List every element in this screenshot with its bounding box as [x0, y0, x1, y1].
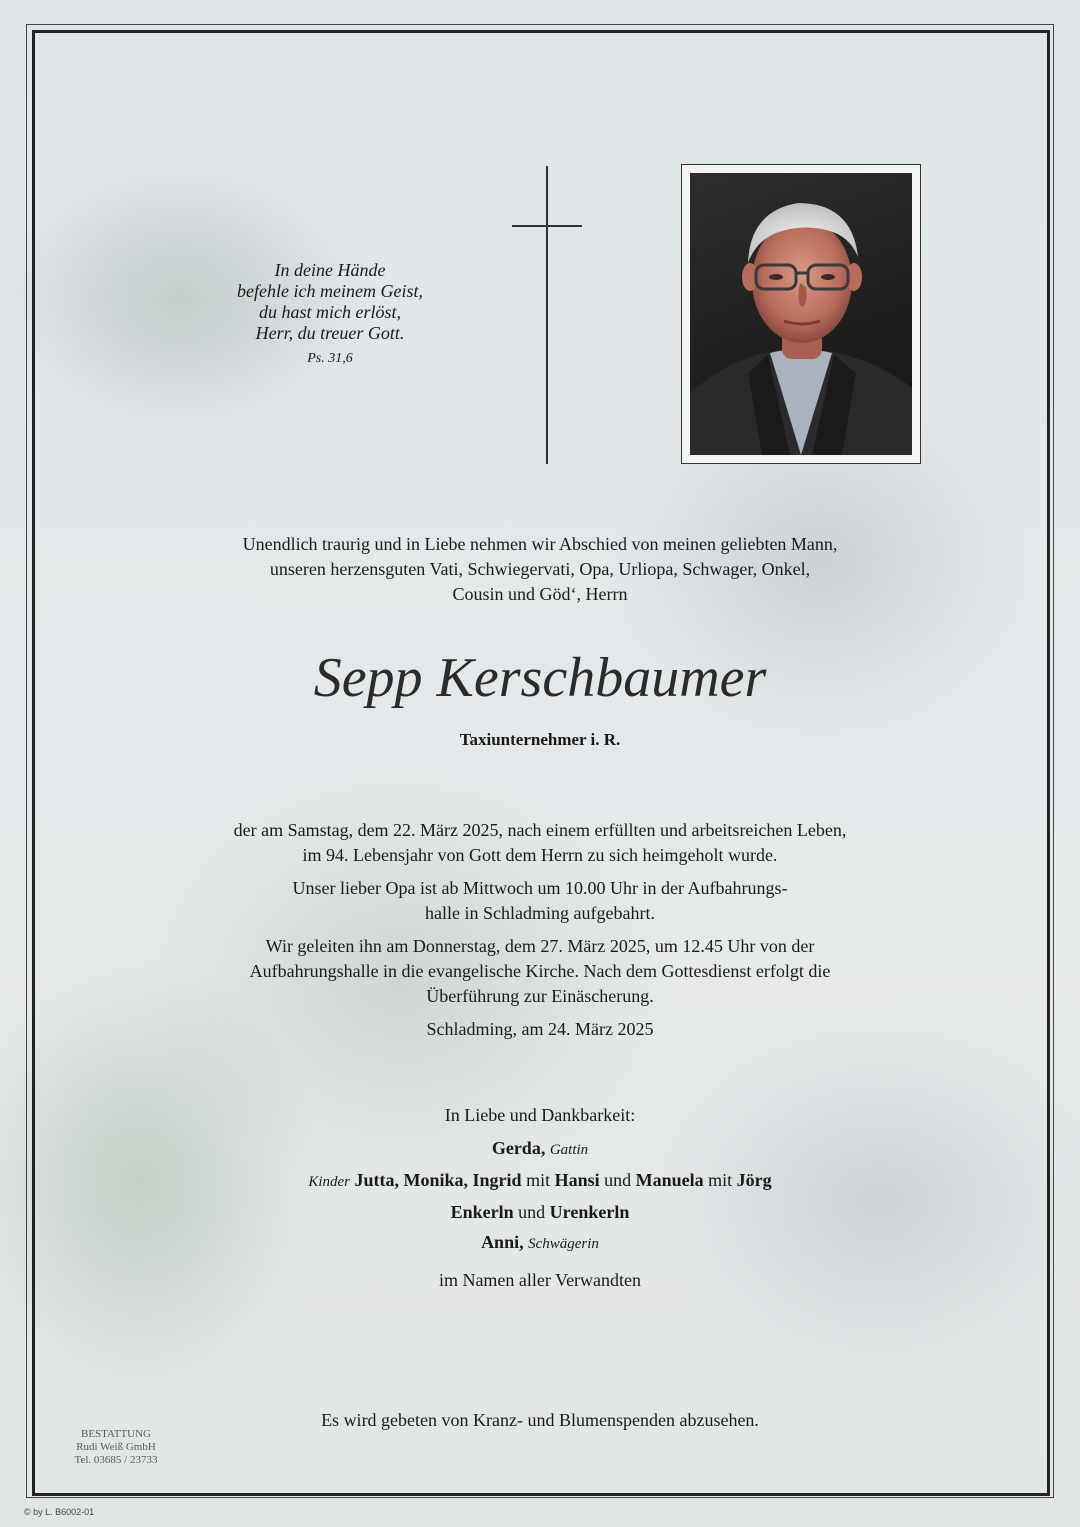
funeral-paragraph [130, 934, 950, 1009]
intro-text [120, 532, 960, 607]
children-prefix: Kinder [308, 1174, 351, 1190]
child-name: Ingrid [472, 1170, 522, 1190]
spouse-role: Gattin [549, 1142, 589, 1158]
funeral-home-stamp [56, 1428, 176, 1467]
viewing-line: halle in Schladming aufgebahrt. [425, 903, 655, 923]
intro-line: Unendlich traurig und in Liebe nehmen wir Abschied von meinen geliebten Mann, [242, 534, 838, 554]
all-relatives: im Namen aller Verwandten [438, 1270, 642, 1290]
viewing-line: Unser lieber Opa ist ab Mittwoch um 10.00 Uhr in der Aufbahrungs- [292, 878, 788, 898]
stamp-line: Tel. 03685 / 23733 [74, 1454, 158, 1466]
mourner-sister-in-law [140, 1227, 940, 1259]
spouse-name: Gerda, [491, 1138, 546, 1158]
funeral-line: Aufbahrungshalle in die evangelische Kirche. Nach dem Gottesdienst erfolgt die [249, 961, 831, 981]
with-word: mit [526, 1170, 551, 1190]
death-line: der am Samstag, dem 22. März 2025, nach einem erfüllten und arbeitsreichen Leben, [233, 820, 847, 840]
funeral-line: Überführung zur Einäscherung. [426, 986, 654, 1006]
psalm-reference: Ps. 31,6 [307, 351, 353, 366]
deceased-occupation: Taxiunternehmer i. R. [459, 730, 621, 749]
sister-in-law-role: Schwägerin [528, 1236, 599, 1252]
copyright-note: © by L. B6002-01 [24, 1507, 95, 1517]
intro-line: Cousin und Göd‘, Herrn [452, 584, 628, 604]
psalm-line: Herr, du treuer Gott. [255, 323, 405, 343]
and-word: und [604, 1170, 632, 1190]
donation-note: Es wird gebeten von Kranz- und Blumenspenden abzusehen. [321, 1410, 759, 1430]
child-name: Manuela [635, 1170, 704, 1190]
and-word: und [518, 1202, 546, 1222]
with-word: mit [708, 1170, 733, 1190]
portrait-frame [681, 164, 921, 464]
psalm-quote [190, 260, 470, 369]
mourner-grandchildren [140, 1197, 940, 1227]
portrait-illustration [690, 173, 912, 455]
grandchildren-label: Enkerln [450, 1202, 514, 1222]
child-name: Monika, [403, 1170, 469, 1190]
great-grandchildren-label: Urenkerln [549, 1202, 630, 1222]
partner-name: Jörg [736, 1170, 772, 1190]
child-name: Jutta, [354, 1170, 400, 1190]
viewing-paragraph [130, 876, 950, 926]
mourners-list [140, 1133, 940, 1295]
place-date: Schladming, am 24. März 2025 [426, 1019, 654, 1039]
mourner-children [140, 1165, 940, 1197]
stamp-line: BESTATTUNG [80, 1428, 151, 1440]
stamp-line: Rudi Weiß GmbH [76, 1441, 156, 1453]
cross-icon [546, 166, 548, 464]
psalm-line: du hast mich erlöst, [259, 302, 401, 322]
psalm-line: In deine Hände [274, 260, 386, 280]
partner-name: Hansi [554, 1170, 600, 1190]
signoff: In Liebe und Dankbarkeit: [444, 1105, 636, 1125]
death-line: im 94. Lebensjahr von Gott dem Herrn zu sich heimgeholt wurde. [302, 845, 778, 865]
sister-in-law-name: Anni, [481, 1232, 524, 1252]
death-paragraph [130, 818, 950, 868]
announcement-details [130, 818, 950, 1050]
deceased-name: Sepp Kerschbaumer [313, 647, 767, 709]
funeral-line: Wir geleiten ihn am Donnerstag, dem 27. März 2025, um 12.45 Uhr von der [265, 936, 815, 956]
portrait-photo [690, 173, 912, 455]
mourner-spouse [140, 1133, 940, 1165]
psalm-line: befehle ich meinem Geist, [237, 281, 423, 301]
cross-icon-bar [512, 225, 582, 227]
intro-line: unseren herzensguten Vati, Schwiegervati, Opa, Urliopa, Schwager, Onkel, [269, 559, 811, 579]
